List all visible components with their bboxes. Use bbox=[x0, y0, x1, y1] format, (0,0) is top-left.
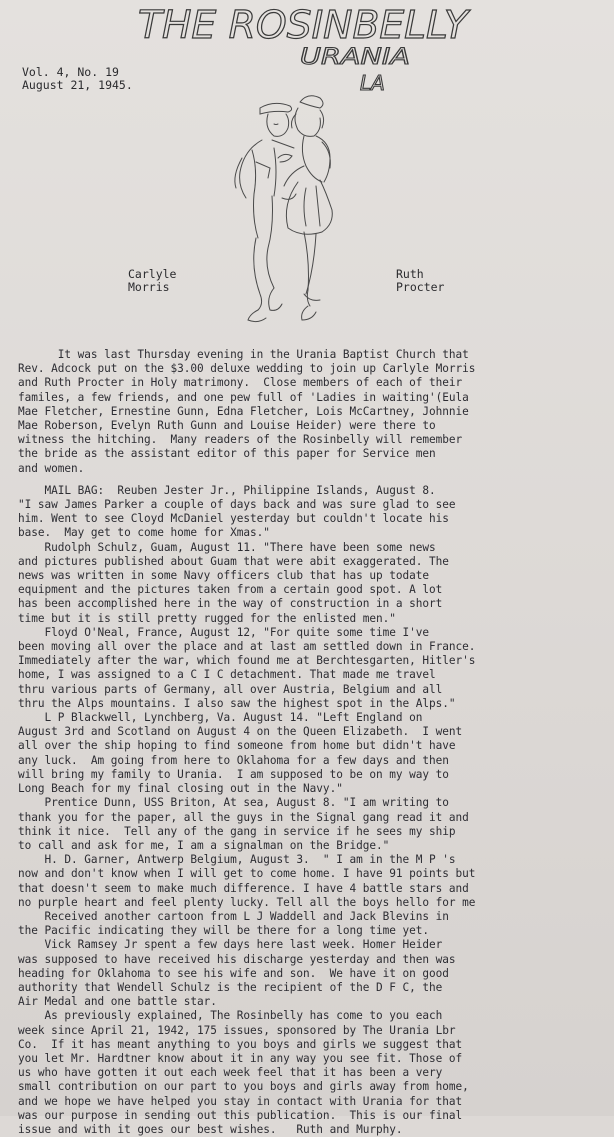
text-line: you let Mr. Hardtner know about it in any way you see fit. Those of bbox=[18, 1051, 463, 1065]
issue-info bbox=[22, 66, 133, 92]
text-line: us who have gotten it out each week feel that it has been a very bbox=[18, 1066, 443, 1080]
groom-caption bbox=[128, 268, 176, 294]
text-line: Rudolph Schulz, Guam, August 11. "There have been some news bbox=[18, 540, 436, 554]
masthead-handwriting bbox=[128, 0, 488, 95]
text-line: week since April 21, 1942, 175 issues, sponsored by The Urania Lbr bbox=[18, 1023, 456, 1037]
text-line: Floyd O'Neal, France, August 12, "For quite some time I've bbox=[18, 625, 429, 639]
text-line: equipment and the pictures taken from a certain good spot. A lot bbox=[18, 583, 443, 597]
bride-last-name: Procter bbox=[396, 280, 445, 294]
text-line: Immediately after the war, which found me at Berchtesgarten, Hitler's bbox=[18, 654, 476, 668]
text-line: no purple heart and feel plenty lucky. Tell all the boys hello for me bbox=[18, 895, 476, 909]
issue-date: August 21, 1945. bbox=[22, 78, 133, 92]
text-line: will bring my family to Urania. I am supposed to be on my way to bbox=[18, 767, 449, 781]
text-line: the Pacific indicating they will be there for a long time yet. bbox=[18, 924, 429, 938]
text-line: was supposed to have received his discharge yesterday and then was bbox=[18, 952, 456, 966]
text-line: Co. If it has meant anything to you boys and girls we suggest that bbox=[18, 1037, 463, 1051]
text-line: MAIL BAG: Reuben Jester Jr., Philippine Islands, August 8. bbox=[18, 483, 436, 497]
text-line: Rev. Adcock put on the $3.00 deluxe wedding to join up Carlyle Morris bbox=[18, 362, 476, 376]
text-line: L P Blackwell, Lynchberg, Va. August 14. "Left England on bbox=[18, 711, 423, 725]
bride-caption bbox=[396, 268, 444, 294]
text-line: Mae Fletcher, Ernestine Gunn, Edna Fletcher, Lois McCartney, Johnnie bbox=[18, 404, 469, 418]
text-line: H. D. Garner, Antwerp Belgium, August 3. " I am in the M P 's bbox=[18, 853, 456, 867]
article-body bbox=[18, 348, 600, 1137]
text-line: Mae Roberson, Evelyn Ruth Gunn and Louise Heider) were there to bbox=[18, 419, 436, 433]
groom-first-name: Carlyle bbox=[128, 267, 177, 281]
text-line: Air Medal and one battle star. bbox=[18, 995, 217, 1009]
text-line: was our purpose in sending out this publication. This is our final bbox=[18, 1108, 463, 1122]
text-line: him. Went to see Cloyd McDaniel yesterday but couldn't locate his bbox=[18, 512, 449, 526]
masthead-title: THE ROSINBELLY bbox=[138, 3, 471, 47]
dancing-couple-sketch-icon bbox=[212, 88, 372, 333]
masthead-state: LA bbox=[360, 71, 385, 95]
text-line: time but it is still pretty rugged for the enlisted men." bbox=[18, 611, 396, 625]
text-line: news was written in some Navy officers club that has up todate bbox=[18, 569, 429, 583]
bride-first-name: Ruth bbox=[396, 267, 424, 281]
text-line: base. May get to come home for Xmas." bbox=[18, 526, 270, 540]
text-line: small contribution on our part to you boys and girls away from home, bbox=[18, 1080, 469, 1094]
text-line: any luck. Am going from here to Oklahoma for a few days and then bbox=[18, 753, 449, 767]
text-line: "I saw James Parker a couple of days back and was sure glad to see bbox=[18, 498, 456, 512]
wedding-paragraph bbox=[18, 348, 600, 476]
text-line: and women. bbox=[18, 461, 85, 475]
text-line: been moving all over the place and at last am settled down in France. bbox=[18, 640, 476, 654]
text-line: has been accomplished here in the way of construction in a short bbox=[18, 597, 443, 611]
text-line: and pictures published about Guam that were abit exaggerated. The bbox=[18, 554, 449, 568]
groom-last-name: Morris bbox=[128, 280, 170, 294]
paragraph-gap bbox=[18, 476, 600, 484]
text-line: familes, a few friends, and one pew full of 'Ladies in waiting'(Eula bbox=[18, 390, 469, 404]
text-line: issue and with it goes our best wishes. Ruth and Murphy. bbox=[18, 1122, 403, 1136]
text-line: the bride as the assistant editor of this paper for Service men bbox=[18, 447, 436, 461]
text-line: It was last Thursday evening in the Urania Baptist Church that bbox=[18, 348, 469, 361]
text-line: all over the ship hoping to find someone from home but didn't have bbox=[18, 739, 456, 753]
text-line: Received another cartoon from L J Waddell and Jack Blevins in bbox=[18, 909, 449, 923]
text-line: Prentice Dunn, USS Briton, At sea, August 8. "I am writing to bbox=[18, 796, 449, 810]
masthead-place: URANIA bbox=[300, 45, 410, 70]
text-line: authority that Wendell Schulz is the recipient of the D F C, the bbox=[18, 980, 443, 994]
text-line: heading for Oklahoma to see his wife and son. We have it on good bbox=[18, 966, 449, 980]
masthead bbox=[128, 0, 488, 95]
text-line: August 3rd and Scotland on August 4 on the Queen Elizabeth. I went bbox=[18, 725, 463, 739]
text-line: thru the Alps mountains. I also saw the highest spot in the Alps." bbox=[18, 696, 456, 710]
text-line: home, I was assigned to a C I C detachment. That made me travel bbox=[18, 668, 436, 682]
text-line: Long Beach for my final closing out in the Navy." bbox=[18, 782, 343, 796]
text-line: witness the hitching. Many readers of the Rosinbelly will remember bbox=[18, 433, 463, 447]
issue-volume: Vol. 4, No. 19 bbox=[22, 65, 119, 79]
text-line: now and don't know when I will get to come home. I have 91 points but bbox=[18, 867, 476, 881]
text-line: Vick Ramsey Jr spent a few days here last week. Homer Heider bbox=[18, 938, 443, 952]
text-line: and Ruth Procter in Holy matrimony. Close members of each of their bbox=[18, 376, 463, 390]
text-line: thru various parts of Germany, all over Austria, Belgium and all bbox=[18, 682, 443, 696]
text-line: thank you for the paper, all the guys in the Signal gang read it and bbox=[18, 810, 469, 824]
text-line: think it nice. Tell any of the gang in service if he sees my ship bbox=[18, 824, 456, 838]
text-line: to call and ask for me, I am a signalman on the Bridge." bbox=[18, 838, 390, 852]
text-line: that doesn't seem to make much difference. I have 4 battle stars and bbox=[18, 881, 469, 895]
mailbag-section bbox=[18, 484, 600, 1137]
text-line: and we hope we have helped you stay in contact with Urania for that bbox=[18, 1094, 463, 1108]
text-line: As previously explained, The Rosinbelly has come to you each bbox=[18, 1009, 443, 1023]
